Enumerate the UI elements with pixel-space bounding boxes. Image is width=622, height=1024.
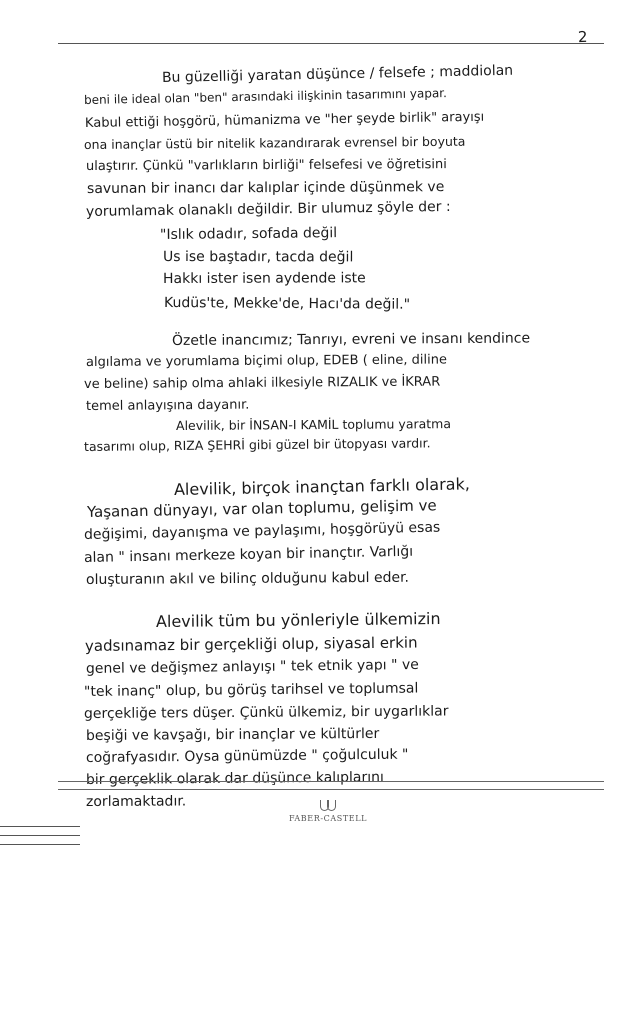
brand-footer	[285, 800, 371, 823]
handwritten-line: beşiği ve kavşağı, bir inançlar ve kültürler	[85, 725, 380, 744]
handwritten-line: bir gerçeklik olarak dar düşünce kalıplarını	[85, 769, 384, 788]
handwritten-line: beni ile ideal olan "ben" arasındaki ilişkinin tasarımını yapar.	[83, 86, 448, 107]
bottom-rule	[58, 789, 604, 790]
bottom-rule	[58, 781, 604, 782]
handwritten-line: temel anlayışına dayanır.	[85, 397, 250, 414]
brand-text: FABER-CASTELL	[288, 814, 368, 823]
handwritten-line: algılama ve yorumlama biçimi olup, EDEB ( eline, diline	[85, 352, 447, 370]
handwritten-line: Kudüs'te, Mekke'de, Hacı'da değil."	[163, 295, 411, 313]
handwritten-line: genel ve değişmez anlayışı " tek etnik yapı " ve	[85, 656, 419, 677]
handwritten-line: Hakkı ister isen aydende iste	[162, 270, 366, 287]
handwritten-line: Yaşanan dünyayı, var olan toplumu, gelişim ve	[86, 496, 437, 521]
handwritten-line: savunan bir inancı dar kalıplar içinde düşünmek ve	[86, 179, 445, 197]
handwritten-line: Özetle inancımız; Tanrıyı, evreni ve insanı kendince	[171, 330, 531, 349]
brand-mark-icon	[319, 800, 337, 812]
bottom-left-lines	[0, 826, 80, 853]
handwritten-line: coğrafyasıdır. Oysa günümüzde " çoğulculuk "	[85, 746, 409, 766]
handwritten-line: alan " insanı merkeze koyan bir inançtır. Varlığı	[83, 543, 414, 566]
handwritten-line: Bu güzelliği yaratan düşünce / felsefe ; maddiolan	[161, 62, 514, 86]
handwritten-line: ve beline) sahip olma ahlaki ilkesiyle RIZALIK ve İKRAR	[83, 374, 441, 392]
handwritten-line: ulaştırır. Çünkü "varlıkların birliği" felsefesi ve öğretisini	[85, 157, 447, 174]
handwritten-line: Kabul ettiği hoşgörü, hümanizma ve "her şeyde birlik" arayışı	[84, 109, 485, 131]
bottom-left-line	[0, 844, 80, 845]
handwritten-line: ona inançlar üstü bir nitelik kazandırarak evrensel bir boyuta	[83, 133, 466, 152]
top-rule	[58, 43, 604, 44]
handwritten-line: "Islık odadır, sofada değil	[159, 225, 338, 243]
handwritten-line: tasarımı olup, RIZA ŞEHRİ gibi güzel bir ütopyası vardır.	[83, 435, 431, 454]
handwritten-line: gerçekliğe ters düşer. Çünkü ülkemiz, bir uygarlıklar	[83, 703, 449, 722]
handwritten-line: Alevilik, birçok inançtan farklı olarak,	[173, 474, 471, 499]
handwritten-line: Alevilik, bir İNSAN-I KAMİL toplumu yaratma	[175, 416, 452, 433]
handwritten-line: zorlamaktadır.	[85, 793, 187, 810]
page-number: 2	[577, 27, 588, 47]
bottom-left-line	[0, 835, 80, 836]
handwritten-line: "tek inanç" olup, bu görüş tarihsel ve toplumsal	[83, 680, 419, 700]
handwritten-line: değişimi, dayanışma ve paylaşımı, hoşgörüyü esas	[83, 519, 441, 543]
handwritten-line: yadsınamaz bir gerçekliği olup, siyasal erkin	[84, 633, 418, 655]
handwritten-line: Us ise baştadır, tacda değil	[162, 249, 354, 266]
handwritten-line: oluşturanın akıl ve bilinç olduğunu kabul eder.	[85, 569, 410, 588]
handwritten-line: yorumlamak olanaklı değildir. Bir ulumuz şöyle der :	[85, 198, 451, 220]
handwritten-line: Alevilik tüm bu yönleriyle ülkemizin	[155, 609, 441, 631]
bottom-left-line	[0, 826, 80, 827]
